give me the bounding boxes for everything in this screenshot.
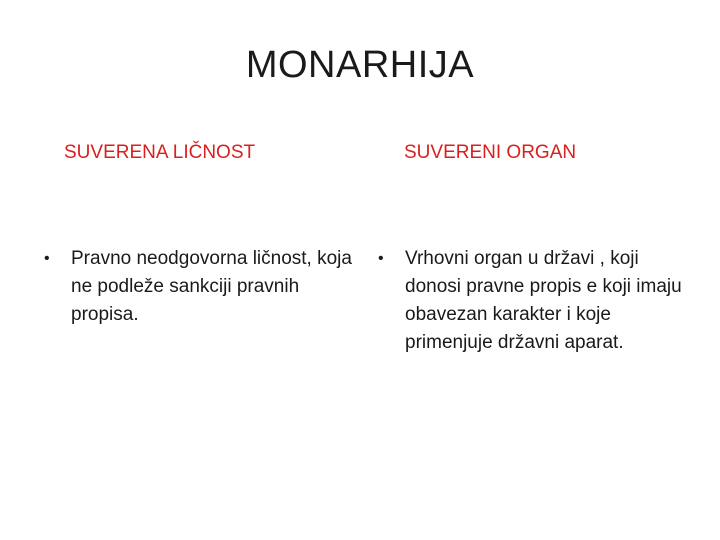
column-heading-suvereni-organ: SUVERENI ORGAN (404, 142, 577, 163)
bullet-item-right (378, 245, 698, 357)
bullet-list-right (378, 245, 698, 357)
bullet-text-right: Vrhovni organ u državi , koji donosi pravne propis e koji imaju obavezan karakter i koje primenjuje državni aparat. (405, 248, 682, 353)
bullet-item-left (44, 245, 364, 329)
bullet-marker: • (378, 250, 384, 267)
slide-title: MONARHIJA (245, 44, 475, 86)
bullet-text-left: Pravno neodgovorna ličnost, koja ne podleže sankciji pravnih propisa. (71, 248, 352, 325)
column-heading-suverena-licnost: SUVERENA LIČNOST (64, 142, 256, 163)
bullet-list-left (44, 245, 364, 329)
bullet-marker: • (44, 250, 50, 267)
